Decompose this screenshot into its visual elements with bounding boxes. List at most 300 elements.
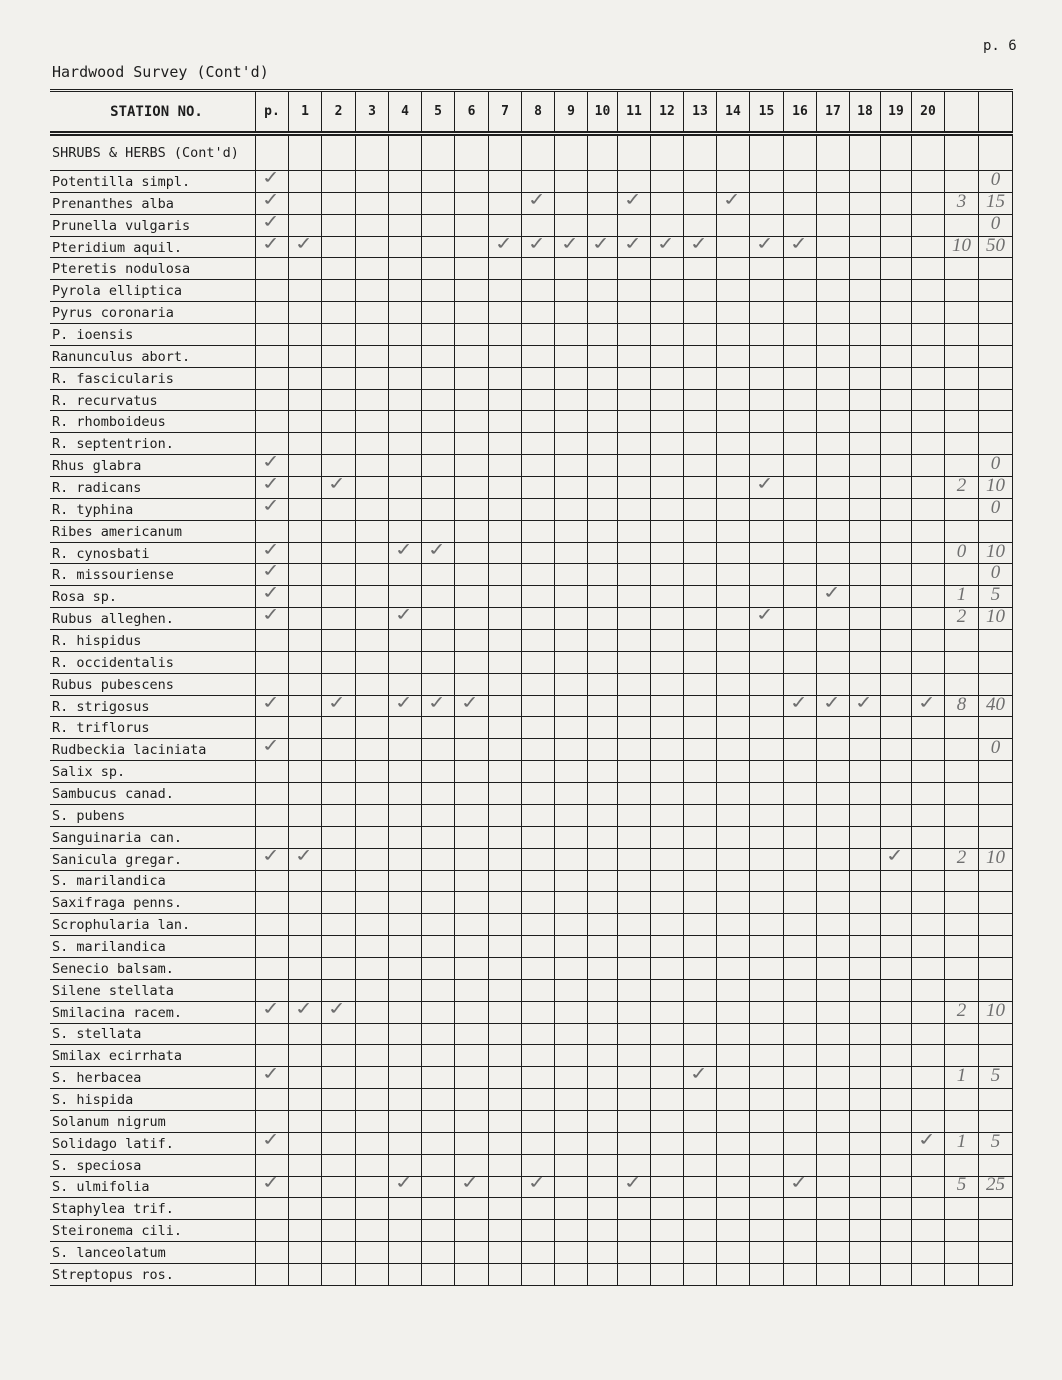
tally-cell (588, 980, 618, 1001)
tally-cell (850, 827, 881, 848)
tally-cell (389, 914, 422, 935)
tally-cell (850, 1111, 881, 1132)
station-count-cell (945, 608, 979, 629)
table-row (50, 630, 1013, 652)
tally-cell (322, 521, 356, 542)
tally-cell (256, 1264, 289, 1285)
tally-cell (489, 477, 522, 498)
tally-cell (817, 936, 850, 957)
tally-cell (850, 691, 881, 717)
tally-cell (651, 783, 684, 804)
tally-cell (618, 914, 651, 935)
station-count-cell (945, 564, 979, 585)
station-count: 2 (956, 999, 967, 1021)
check-mark: ✓ (787, 691, 810, 714)
tally-cell (850, 455, 881, 476)
table-row (50, 1024, 1013, 1046)
tally-cell (651, 1177, 684, 1198)
tally-cell (618, 390, 651, 411)
tally-cell (912, 1089, 945, 1110)
tally-cell (356, 411, 389, 432)
tally-cell (651, 914, 684, 935)
tally-cell (588, 1089, 618, 1110)
tally-cell (651, 499, 684, 520)
check-mark: ✓ (326, 691, 349, 714)
tally-cell (618, 1220, 651, 1241)
tally-cell (588, 521, 618, 542)
tally-cell (651, 1264, 684, 1285)
tally-cell (389, 1220, 422, 1241)
check-mark: ✓ (259, 560, 282, 583)
tally-cell (784, 346, 817, 367)
species-name: Ribes americanum (50, 521, 256, 542)
tally-cell (750, 630, 784, 651)
tally-cell (817, 892, 850, 913)
station-count-cell (945, 846, 979, 870)
species-name: R. typhina (50, 499, 256, 520)
tally-cell (651, 652, 684, 673)
tally-cell (455, 717, 489, 738)
species-name: Silene stellata (50, 980, 256, 1001)
tally-cell (322, 652, 356, 673)
tally-cell (522, 171, 555, 192)
tally-cell (881, 717, 912, 738)
tally-cell (489, 1089, 522, 1110)
tally-cell (651, 936, 684, 957)
species-name: R. missouriense (50, 564, 256, 585)
tally-cell (817, 1067, 850, 1088)
check-mark: ✓ (720, 189, 743, 211)
tally-cell (422, 564, 455, 585)
tally-cell (651, 871, 684, 892)
tally-cell (256, 1242, 289, 1263)
tally-cell (489, 674, 522, 695)
tally-cell (912, 433, 945, 454)
tally-cell (489, 258, 522, 279)
tally-cell (651, 324, 684, 345)
percent-value: 10 (986, 540, 1005, 562)
tally-cell (684, 455, 717, 476)
tally-cell (588, 936, 618, 957)
tally-cell (850, 237, 881, 258)
tally-cell (356, 892, 389, 913)
tally-cell (389, 368, 422, 389)
tally-cell (489, 914, 522, 935)
table-row (50, 604, 1013, 630)
tally-cell (455, 805, 489, 826)
tally-cell (389, 411, 422, 432)
tally-cell (817, 346, 850, 367)
table-row (50, 302, 1013, 324)
check-mark: ✓ (621, 1172, 644, 1195)
tally-cell (750, 652, 784, 673)
station-column-header: 17 (817, 92, 850, 131)
tally-cell (489, 761, 522, 782)
percent-cell (979, 455, 1013, 476)
tally-cell (881, 936, 912, 957)
tally-cell (750, 696, 784, 717)
tally-cell (555, 324, 588, 345)
tally-cell (850, 1067, 881, 1088)
percent-cell (979, 564, 1013, 585)
tally-cell (289, 914, 322, 935)
tally-cell (555, 849, 588, 870)
tally-cell (750, 1198, 784, 1219)
tally-cell (684, 258, 717, 279)
tally-cell (256, 1129, 289, 1154)
tally-cell (489, 499, 522, 520)
station-count-cell (945, 1198, 979, 1219)
station-column-header: 14 (717, 92, 750, 131)
tally-cell (422, 1242, 455, 1263)
tally-cell (422, 1111, 455, 1132)
tally-cell (912, 586, 945, 607)
table-row (50, 914, 1013, 936)
tally-cell (322, 1133, 356, 1154)
tally-cell (256, 958, 289, 979)
tally-cell (684, 696, 717, 717)
tally-cell (618, 189, 651, 214)
tally-cell (522, 324, 555, 345)
tally-cell (555, 1198, 588, 1219)
percent-cell (979, 234, 1013, 258)
tally-cell (717, 237, 750, 258)
tally-cell (881, 1133, 912, 1154)
tally-cell (256, 630, 289, 651)
tally-cell (522, 302, 555, 323)
check-mark: ✓ (820, 582, 843, 604)
tally-cell (289, 761, 322, 782)
tally-cell (912, 171, 945, 192)
check-mark: ✓ (883, 844, 906, 867)
tally-cell (750, 827, 784, 848)
tally-cell (356, 739, 389, 760)
species-name: Smilacina racem. (50, 1002, 256, 1023)
tally-cell (555, 302, 588, 323)
station-count-cell (945, 936, 979, 957)
tally-cell (389, 1067, 422, 1088)
tally-cell (618, 892, 651, 913)
tally-cell (912, 521, 945, 542)
tally-cell (522, 433, 555, 454)
tally-cell (588, 1220, 618, 1241)
tally-cell (356, 1155, 389, 1176)
percent-cell (979, 936, 1013, 957)
tally-cell (289, 433, 322, 454)
tally-cell (489, 302, 522, 323)
tally-cell (717, 346, 750, 367)
table-row (50, 1089, 1013, 1111)
tally-cell (555, 608, 588, 629)
tally-cell (817, 136, 850, 170)
species-name: Rhus glabra (50, 455, 256, 476)
tally-cell (356, 390, 389, 411)
tally-cell (522, 346, 555, 367)
station-count-cell (945, 1130, 979, 1154)
station-count: 1 (956, 1130, 967, 1152)
tally-cell (356, 1024, 389, 1045)
tally-cell (717, 827, 750, 848)
station-column-header: 7 (489, 92, 522, 131)
tally-cell (784, 1242, 817, 1263)
tally-cell (651, 608, 684, 629)
tally-cell (817, 652, 850, 673)
tally-cell (651, 696, 684, 717)
tally-cell (750, 604, 784, 629)
tally-cell (817, 258, 850, 279)
tally-cell (750, 761, 784, 782)
species-name: R. fascicularis (50, 368, 256, 389)
tally-cell (817, 691, 850, 717)
tally-cell (489, 1133, 522, 1154)
percent-cell (979, 1198, 1013, 1219)
tally-cell (684, 958, 717, 979)
tally-cell (289, 1264, 322, 1285)
tally-cell (817, 193, 850, 214)
tally-cell (618, 215, 651, 236)
tally-cell (588, 1045, 618, 1066)
tally-cell (881, 433, 912, 454)
tally-cell (422, 717, 455, 738)
tally-cell (455, 390, 489, 411)
tally-cell (356, 237, 389, 258)
percent-cell (979, 761, 1013, 782)
tally-cell (784, 1264, 817, 1285)
tally-column-header (979, 92, 1013, 131)
tally-cell (455, 237, 489, 258)
tally-cell (912, 849, 945, 870)
species-name: R. occidentalis (50, 652, 256, 673)
check-mark: ✓ (259, 451, 282, 473)
tally-cell (389, 1242, 422, 1263)
tally-cell (881, 564, 912, 585)
check-mark: ✓ (259, 538, 282, 561)
tally-cell (912, 411, 945, 432)
tally-cell (784, 215, 817, 236)
tally-cell (784, 499, 817, 520)
tally-cell (588, 1155, 618, 1176)
table-row (50, 827, 1013, 849)
percent-cell (979, 630, 1013, 651)
tally-cell (455, 564, 489, 585)
tally-cell (750, 171, 784, 192)
station-column-header: 19 (881, 92, 912, 131)
table-row (50, 1063, 1013, 1089)
tally-cell (651, 586, 684, 607)
tally-cell (588, 171, 618, 192)
tally-cell (588, 1242, 618, 1263)
tally-cell (588, 280, 618, 301)
tally-cell (912, 390, 945, 411)
tally-cell (588, 827, 618, 848)
check-mark: ✓ (852, 691, 875, 714)
tally-cell (784, 1111, 817, 1132)
tally-cell (588, 958, 618, 979)
tally-cell (322, 543, 356, 564)
tally-cell (817, 237, 850, 258)
percent-cell (979, 1024, 1013, 1045)
station-count-cell (945, 761, 979, 782)
tally-cell (850, 193, 881, 214)
tally-cell (684, 193, 717, 214)
tally-cell (881, 390, 912, 411)
tally-cell (684, 586, 717, 607)
tally-cell (784, 691, 817, 717)
tally-cell (717, 411, 750, 432)
tally-cell (522, 696, 555, 717)
tally-cell (322, 302, 356, 323)
tally-cell (455, 258, 489, 279)
tally-cell (684, 652, 717, 673)
tally-cell (256, 280, 289, 301)
table-row (50, 582, 1013, 608)
percent-value: 5 (990, 584, 1001, 606)
tally-cell (912, 477, 945, 498)
tally-cell (784, 390, 817, 411)
tally-cell (389, 892, 422, 913)
tally-cell (750, 543, 784, 564)
check-mark: ✓ (915, 1129, 938, 1151)
table-row (50, 560, 1013, 586)
tally-cell (422, 914, 455, 935)
tally-cell (717, 586, 750, 607)
tally-cell (850, 1264, 881, 1285)
tally-cell (455, 1198, 489, 1219)
tally-cell (455, 1045, 489, 1066)
tally-cell (850, 674, 881, 695)
tally-cell (455, 1024, 489, 1045)
tally-cell (618, 586, 651, 607)
tally-cell (455, 1264, 489, 1285)
tally-cell (588, 455, 618, 476)
tally-cell (588, 1198, 618, 1219)
tally-cell (817, 914, 850, 935)
tally-cell (588, 477, 618, 498)
tally-cell (750, 136, 784, 170)
tally-cell (455, 691, 489, 717)
tally-cell (618, 521, 651, 542)
tally-cell (256, 1220, 289, 1241)
station-count: 3 (956, 190, 967, 212)
tally-cell (784, 1067, 817, 1088)
tally-cell (389, 280, 422, 301)
table-row (50, 280, 1013, 302)
species-name: Rosa sp. (50, 586, 256, 607)
check-mark: ✓ (292, 232, 315, 255)
tally-cell (289, 783, 322, 804)
tally-cell (881, 411, 912, 432)
tally-cell (881, 1242, 912, 1263)
tally-cell (522, 914, 555, 935)
tally-cell (389, 1089, 422, 1110)
tally-cell (256, 473, 289, 498)
check-mark: ✓ (558, 232, 581, 255)
tally-cell (555, 1242, 588, 1263)
station-count-cell (945, 1045, 979, 1066)
species-name: R. strigosus (50, 696, 256, 717)
tally-cell (817, 280, 850, 301)
tally-cell (389, 136, 422, 170)
table-row (50, 691, 1013, 718)
tally-cell (522, 499, 555, 520)
tally-cell (750, 914, 784, 935)
station-count-cell (945, 958, 979, 979)
tally-cell (256, 521, 289, 542)
station-count-cell (945, 346, 979, 367)
tally-cell (356, 1045, 389, 1066)
tally-cell (684, 1198, 717, 1219)
tally-cell (750, 849, 784, 870)
tally-cell (555, 980, 588, 1001)
station-count-cell (945, 783, 979, 804)
tally-cell (322, 193, 356, 214)
table-row (50, 1242, 1013, 1264)
tally-cell (784, 433, 817, 454)
tally-cell (817, 739, 850, 760)
tally-cell (588, 783, 618, 804)
tally-cell (618, 674, 651, 695)
station-count-cell (945, 302, 979, 323)
tally-cell (817, 608, 850, 629)
station-count-cell (945, 540, 979, 564)
tally-cell (784, 564, 817, 585)
tally-cell (717, 543, 750, 564)
tally-cell (912, 1024, 945, 1045)
tally-cell (289, 871, 322, 892)
tally-cell (422, 258, 455, 279)
station-count-cell (945, 433, 979, 454)
tally-cell (651, 390, 684, 411)
tally-cell (289, 346, 322, 367)
tally-cell (555, 827, 588, 848)
percent-value: 10 (986, 606, 1005, 628)
tally-cell (684, 1264, 717, 1285)
tally-cell (684, 892, 717, 913)
tally-cell (684, 368, 717, 389)
percent-cell (979, 496, 1013, 520)
tally-cell (389, 739, 422, 760)
percent-cell (979, 652, 1013, 673)
station-count: 8 (956, 693, 967, 715)
species-name: S. ulmifolia (50, 1177, 256, 1198)
tally-cell (322, 674, 356, 695)
tally-cell (289, 521, 322, 542)
tally-cell (684, 215, 717, 236)
tally-cell (651, 717, 684, 738)
tally-cell (422, 433, 455, 454)
tally-cell (817, 368, 850, 389)
station-count-cell (945, 258, 979, 279)
tally-cell (322, 258, 356, 279)
tally-cell (618, 1067, 651, 1088)
tally-cell (256, 1063, 289, 1088)
tally-cell (256, 258, 289, 279)
tally-cell (455, 608, 489, 629)
tally-cell (289, 258, 322, 279)
tally-cell (912, 871, 945, 892)
tally-cell (912, 827, 945, 848)
tally-cell (356, 1089, 389, 1110)
species-name: S. marilandica (50, 936, 256, 957)
tally-cell (356, 674, 389, 695)
tally-cell (555, 1111, 588, 1132)
tally-cell (356, 936, 389, 957)
tally-cell (912, 1129, 945, 1154)
tally-cell (850, 433, 881, 454)
tally-cell (784, 739, 817, 760)
tally-cell (784, 1133, 817, 1154)
tally-cell (618, 630, 651, 651)
